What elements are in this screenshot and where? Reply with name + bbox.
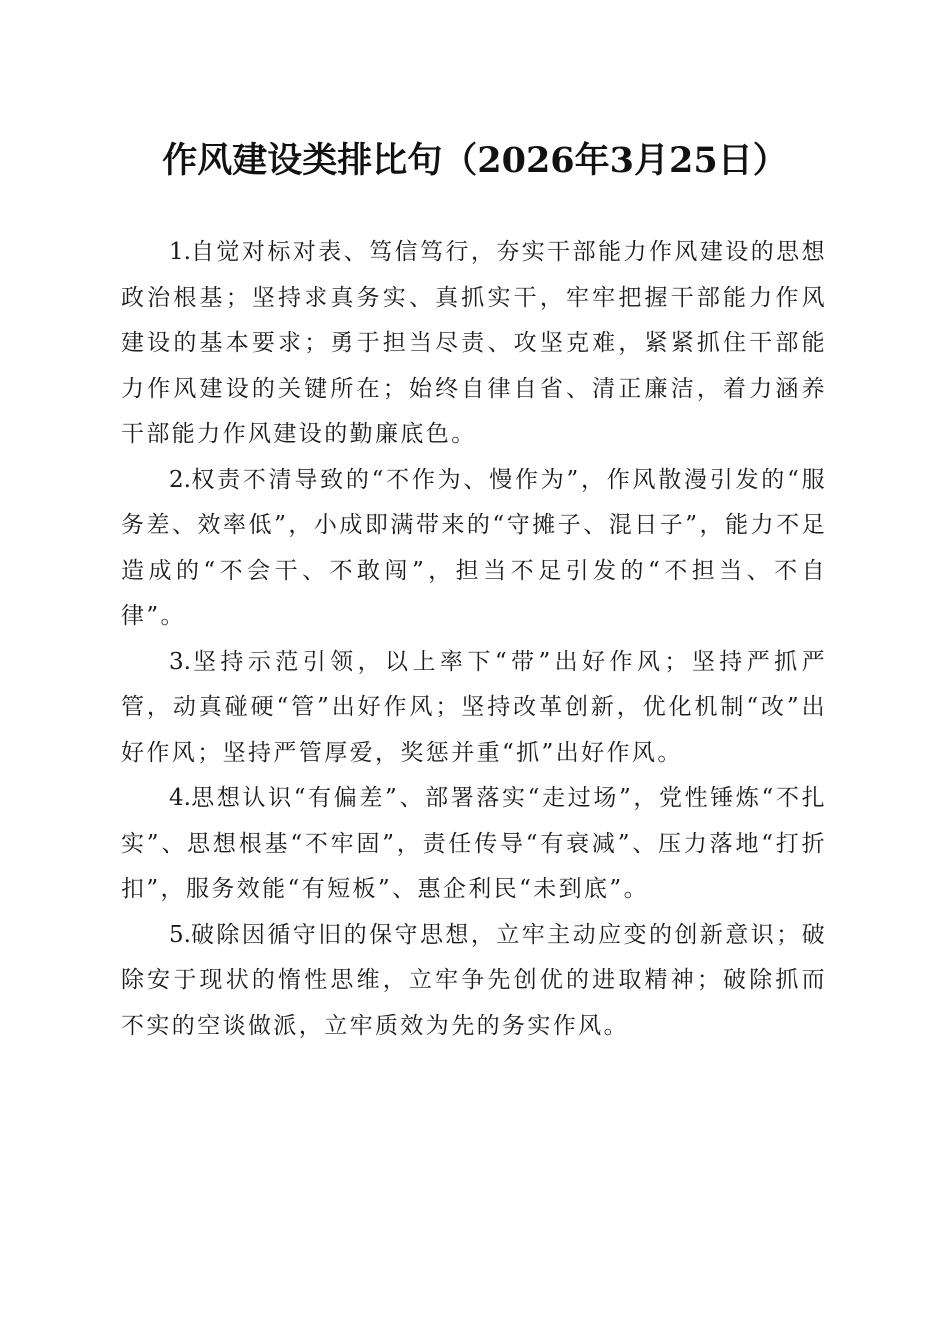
paragraph-1: [121, 230, 827, 458]
paragraph-3: [121, 640, 827, 777]
paragraph-2: [121, 458, 827, 640]
paragraph-number: 5.: [169, 921, 191, 948]
paragraph-text: 坚持示范引领，以上率下“带”出好作风；坚持严抓严管，动真碰硬“管”出好作风；坚持改革创新，优化机制“改”出好作风；坚持严管厚爱，奖惩并重“抓”出好作风。: [121, 648, 827, 766]
paragraph-number: 4.: [169, 785, 191, 811]
paragraph-number: 1.: [169, 239, 191, 265]
paragraph-number: 2.: [169, 466, 191, 493]
paragraph-text: 破除因循守旧的保守思想，立牢主动应变的创新意识；破除安于现状的惰性思维，立牢争先创优的进取精神；破除抓而不实的空谈做派，立牢质效为先的务实作风。: [121, 921, 827, 1039]
paragraph-5: [121, 913, 827, 1050]
paragraph-number: 3.: [169, 648, 191, 675]
document-title: 作风建设类排比句（2026年3月25日）: [162, 140, 788, 181]
paragraph-text: 权责不清导致的“不作为、慢作为”，作风散漫引发的“服务差、效率低”，小成即满带来的“守摊子、混日子”，能力不足造成的“不会干、不敢闯”，担当不足引发的“不担当、不自律”。: [121, 466, 827, 629]
document-body: [121, 230, 827, 1049]
paragraph-4: [121, 776, 827, 913]
paragraph-text: 自觉对标对表、笃信笃行，夯实干部能力作风建设的思想政治根基；坚持求真务实、真抓实干，牢牢把握干部能力作风建设的基本要求；勇于担当尽责、攻坚克难，紧紧抓住干部能力作风建设的关键所在；始终自律自省、清正廉洁，着力涵养干部能力作风建设的勤廉底色。: [121, 239, 827, 447]
paragraph-text: 思想认识“有偏差”、部署落实“走过场”，党性锤炼“不扎实”、思想根基“不牢固”，责任传导“有衰减”、压力落地“打折扣”，服务效能“有短板”、惠企利民“未到底”。: [121, 785, 827, 902]
